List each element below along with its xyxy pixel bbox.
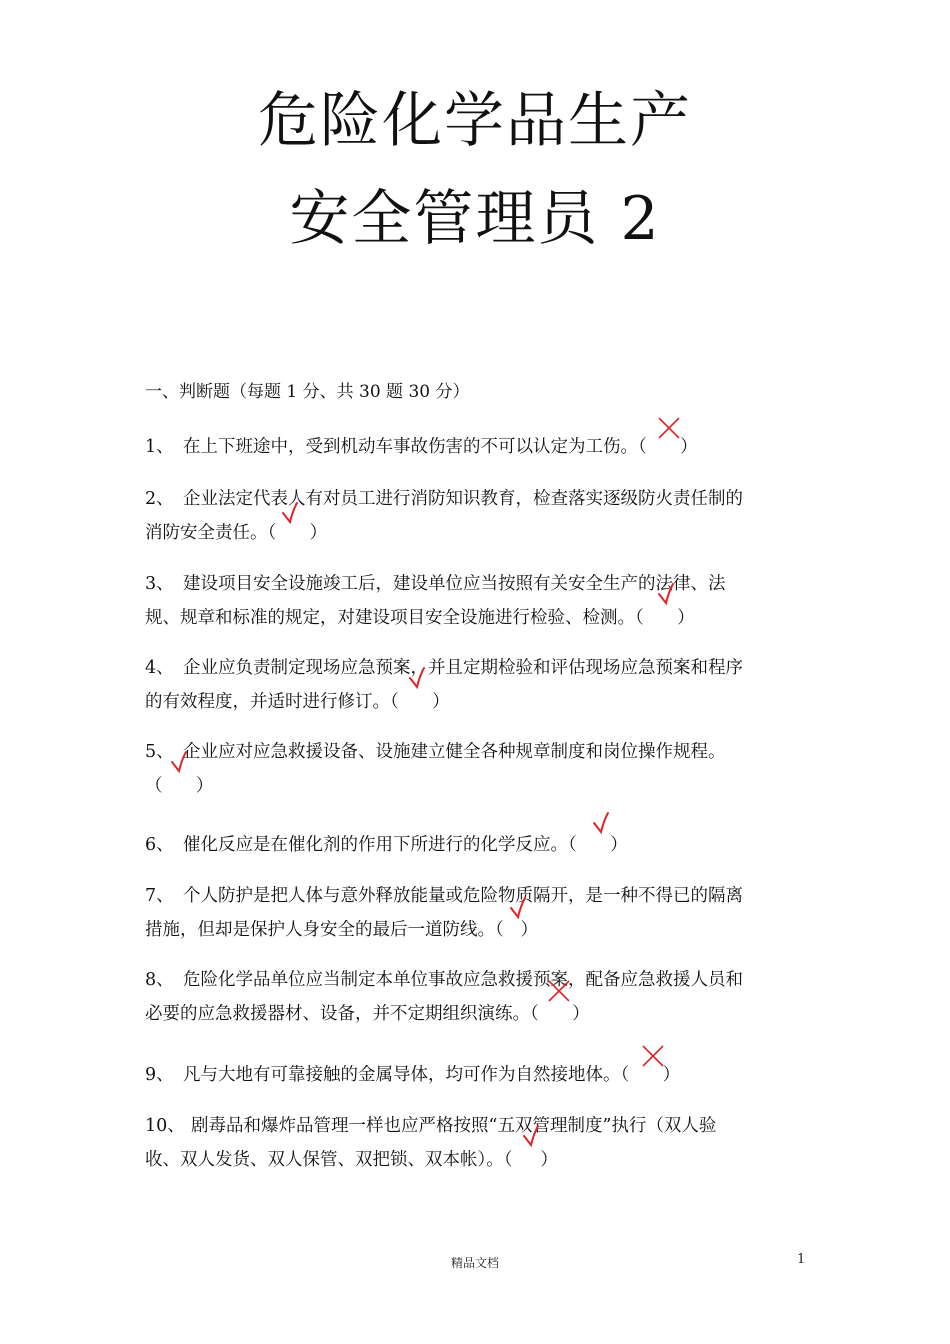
question-5: 5、 企业应对应急救援设备、设施建立健全各种规章制度和岗位操作规程。 （ ）	[145, 735, 800, 803]
answer-blank	[647, 430, 680, 464]
question-text: 催化反应是在催化剂的作用下所进行的化学反应。（	[183, 835, 577, 855]
answer-blank	[276, 516, 309, 550]
question-number: 4、	[145, 658, 174, 678]
check-mark-icon	[278, 500, 306, 528]
cross-mark-icon	[545, 977, 573, 1005]
document-title-line-1: 危险化学品生产	[258, 86, 692, 156]
question-text: 企业应对应急救援设备、设施建立健全各种规章制度和岗位操作规程。	[183, 742, 726, 762]
question-number: 7、	[145, 886, 174, 906]
answer-blank	[504, 913, 521, 947]
check-mark-icon	[405, 665, 433, 693]
cross-mark-icon	[639, 1042, 667, 1070]
question-text-continued: 收、双人发货、双人保管、双把锁、双本帐）。（	[145, 1150, 513, 1170]
page-number: 1	[797, 1252, 806, 1267]
check-mark-icon	[519, 1123, 547, 1151]
question-text-continued: 必要的应急救援器材、设备，并不定期组织演练。（	[145, 1004, 539, 1024]
question-number: 1、	[145, 437, 174, 457]
question-number: 5、	[145, 742, 174, 762]
question-text-continued: 规、规章和标准的规定，对建设项目安全设施进行检验、检测。（	[145, 608, 644, 628]
section-heading: 一、判断题（每题 1 分、共 30 题 30 分）	[145, 382, 470, 402]
question-4: 4、 企业应负责制定现场应急预案，并且定期检验和评估现场应急预案和程序 的有效程度，并适时进行修订。（ ）	[145, 651, 800, 719]
check-mark-icon	[654, 581, 682, 609]
answer-blank	[644, 601, 677, 635]
check-mark-icon	[167, 749, 195, 777]
question-3: 3、 建设项目安全设施竣工后，建设单位应当按照有关安全生产的法律、法 规、规章和标准的规定，对建设项目安全设施进行检验、检测。（ ）	[145, 567, 800, 635]
question-number: 2、	[145, 489, 174, 509]
answer-blank	[629, 1058, 662, 1092]
question-text: 剧毒品和爆炸品管理一样也应严格按照“五双管理制度”执行（双人验	[191, 1116, 717, 1136]
question-text: 凡与大地有可靠接触的金属导体，均可作为自然接地体。（	[183, 1065, 630, 1085]
answer-blank	[539, 997, 572, 1031]
question-number: 8、	[145, 970, 174, 990]
question-6: 6、 催化反应是在催化剂的作用下所进行的化学反应。（ ）	[145, 828, 800, 862]
question-8: 8、 危险化学品单位应当制定本单位事故应急救援预案，配备应急救援人员和 必要的应急救援器材、设备，并不定期组织演练。（ ）	[145, 963, 800, 1031]
answer-blank	[399, 685, 432, 719]
answer-blank	[577, 828, 610, 862]
document-title-line-2: 安全管理员 2	[289, 184, 661, 254]
answer-blank	[163, 769, 196, 803]
question-2: 2、 企业法定代表人有对员工进行消防知识教育，检查落实逐级防火责任制的 消防安全责任。（ ）	[145, 482, 800, 550]
question-text: 在上下班途中，受到机动车事故伤害的不可以认定为工伤。（	[183, 437, 647, 457]
question-text: 危险化学品单位应当制定本单位事故应急救援预案，配备应急救援人员和	[183, 970, 743, 990]
footer-label: 精品文档	[450, 1256, 499, 1270]
check-mark-icon	[506, 895, 534, 923]
question-7: 7、 个人防护是把人体与意外释放能量或危险物质隔开，是一种不得已的隔离 措施，但却是保护人身安全的最后一道防线。（ ）	[145, 879, 800, 947]
question-text: 企业法定代表人有对员工进行消防知识教育，检查落实逐级防火责任制的	[183, 489, 743, 509]
question-number: 10、	[145, 1116, 185, 1136]
cross-mark-icon	[655, 414, 683, 442]
question-text: 个人防护是把人体与意外释放能量或危险物质隔开，是一种不得已的隔离	[183, 886, 743, 906]
question-9: 9、 凡与大地有可靠接触的金属导体，均可作为自然接地体。（ ）	[145, 1058, 800, 1092]
question-1: 1、 在上下班途中，受到机动车事故伤害的不可以认定为工伤。（ ）	[145, 430, 800, 464]
question-text: 企业应负责制定现场应急预案，并且定期检验和评估现场应急预案和程序	[183, 658, 743, 678]
question-text-continued: 措施，但却是保护人身安全的最后一道防线。（	[145, 920, 504, 940]
question-number: 3、	[145, 574, 174, 594]
question-10: 10、 剧毒品和爆炸品管理一样也应严格按照“五双管理制度”执行（双人验 收、双人发货、双人保管、双把锁、双本帐）。（ ）	[145, 1109, 800, 1177]
question-text-continued: （	[145, 776, 163, 796]
question-text-continued: 消防安全责任。（	[145, 523, 277, 543]
answer-blank	[513, 1143, 541, 1177]
question-text: 建设项目安全设施竣工后，建设单位应当按照有关安全生产的法律、法	[183, 574, 726, 594]
question-text-continued: 的有效程度，并适时进行修订。（	[145, 692, 399, 712]
question-number: 6、	[145, 835, 174, 855]
check-mark-icon	[589, 810, 617, 838]
question-number: 9、	[145, 1065, 174, 1085]
